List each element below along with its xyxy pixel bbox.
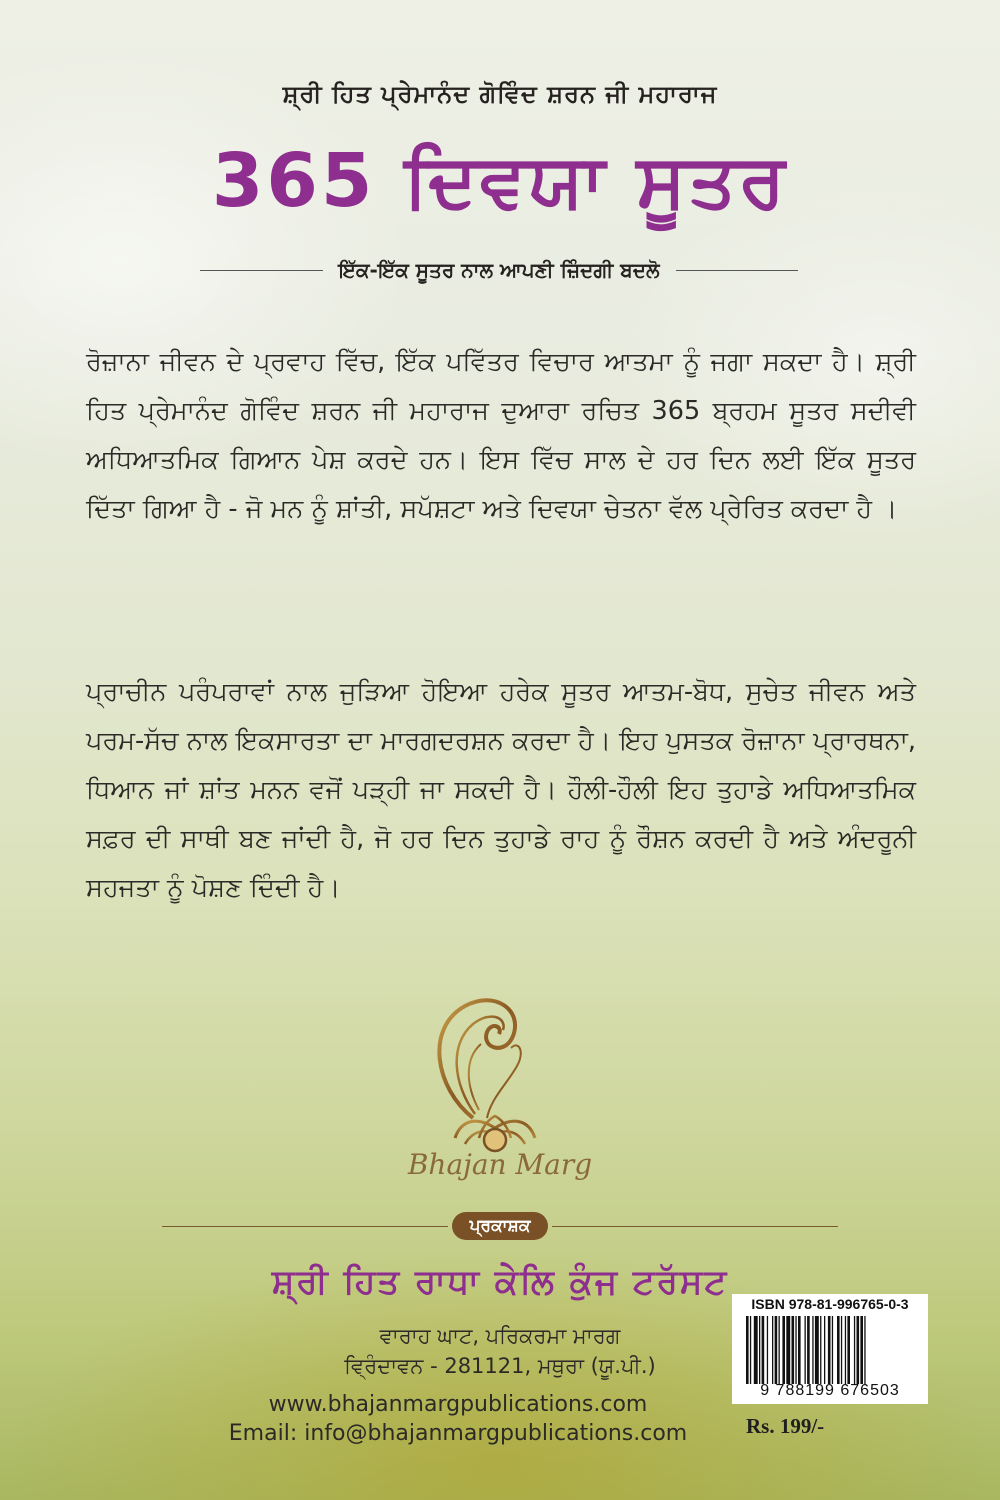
address-line-2: ਵ੍ਰਿੰਦਾਵਨ - 281121, ਮਥੁਰਾ (ਯੂ.ਪੀ.) — [344, 1354, 656, 1378]
address-line-1: ਵਾਰਾਹ ਘਾਟ, ਪਰਿਕਰਮਾ ਮਾਰਗ — [379, 1324, 621, 1348]
description-paragraph-1: ਰੋਜ਼ਾਨਾ ਜੀਵਨ ਦੇ ਪ੍ਰਵਾਹ ਵਿੱਚ, ਇੱਕ ਪਵਿੱਤਰ ਵਿਚਾਰ ਆਤਮਾ ਨੂੰ ਜਗਾ ਸਕਦਾ ਹੈ। ਸ਼੍ਰੀ ਹਿਤ ਪ੍ਰੇਮਾਨੰਦ ਗੋਵਿੰਦ ਸ਼ਰਨ ਜੀ ਮਹਾਰਾਜ ਦੁਆਰਾ ਰਚਿਤ 365 ਬ੍ਰਹਮ ਸੂਤਰ ਸਦੀਵੀ ਅਧਿਆਤਮਿਕ ਗਿਆਨ ਪੇਸ਼ ਕਰਦੇ ਹਨ। ਇਸ ਵਿੱਚ ਸਾਲ ਦੇ ਹਰ ਦਿਨ ਲਈ ਇੱਕ ਸੂਤਰ ਦਿੱਤਾ ਗਿਆ ਹੈ - ਜੋ ਮਨ ਨੂੰ ਸ਼ਾਂਤੀ, ਸਪੱਸ਼ਟਾ ਅਤੇ ਦਿਵਯਾ ਚੇਤਨਾ ਵੱਲ ਪ੍ਰੇਰਿਤ ਕਰਦਾ ਹੈ । — [86, 347, 916, 524]
subtitle-rule-left — [200, 270, 323, 271]
description-paragraph-2: ਪ੍ਰਾਚੀਨ ਪਰੰਪਰਾਵਾਂ ਨਾਲ ਜੁੜਿਆ ਹੋਇਆ ਹਰੇਕ ਸੂਤਰ ਆਤਮ-ਬੋਧ, ਸੁਚੇਤ ਜੀਵਨ ਅਤੇ ਪਰਮ-ਸੱਚ ਨਾਲ ਇਕਸਾਰਤਾ ਦਾ ਮਾਰਗਦਰਸ਼ਨ ਕਰਦਾ ਹੈ। ਇਹ ਪੁਸਤਕ ਰੋਜ਼ਾਨਾ ਪ੍ਰਾਰਥਨਾ, ਧਿਆਨ ਜਾਂ ਸ਼ਾਂਤ ਮਨਨ ਵਜੋਂ ਪੜ੍ਹੀ ਜਾ ਸਕਦੀ ਹੈ। ਹੌਲੀ-ਹੌਲੀ ਇਹ ਤੁਹਾਡੇ ਅਧਿਆਤਮਿਕ ਸਫ਼ਰ ਦੀ ਸਾਥੀ ਬਣ ਜਾਂਦੀ ਹੈ, ਜੋ ਹਰ ਦਿਨ ਤੁਹਾਡੇ ਰਾਹ ਨੂੰ ਰੌਸ਼ਨ ਕਰਦੀ ਹੈ ਅਤੇ ਅੰਦਰੂਨੀ ਸਹਜਤਾ ਨੂੰ ਪੋਸ਼ਣ ਦਿੰਦੀ ਹੈ। — [86, 677, 916, 903]
barcode-icon — [744, 1316, 920, 1384]
brand-name: Bhajan Marg — [407, 1148, 593, 1181]
email-text: Email: info@bhajanmargpublications.com — [228, 1421, 688, 1446]
publisher-rule-left — [162, 1226, 448, 1227]
author-name: ਸ਼੍ਰੀ ਹਿਤ ਪ੍ਰੇਮਾਨੰਦ ਗੋਵਿੰਦ ਸ਼ਰਨ ਜੀ ਮਹਾਰਾਜ — [282, 80, 718, 108]
publisher-label-row — [162, 1212, 838, 1240]
book-subtitle: ਇੱਕ-ਇੱਕ ਸੂਤਰ ਨਾਲ ਆਪਣੀ ਜ਼ਿੰਦਗੀ ਬਦਲੋ — [338, 258, 660, 282]
subtitle-row — [200, 254, 798, 286]
barcode-digits: 9 788199 676503 — [760, 1382, 900, 1399]
publisher-label: ਪ੍ਰਕਾਸ਼ਕ — [452, 1212, 549, 1240]
book-title: 365 ਦਿਵਯਾ ਸੂਤਰ — [211, 138, 789, 224]
isbn-label: ISBN 978-81-996765-0-3 — [751, 1296, 909, 1312]
publisher-name: ਸ਼੍ਰੀ ਹਿਤ ਰਾਧਾ ਕੇਲਿ ਕੁੰਜ ਟਰੱਸਟ — [271, 1262, 729, 1302]
publisher-rule-right — [552, 1226, 838, 1227]
website-link: www.bhajanmargpublications.com — [268, 1392, 648, 1417]
subtitle-rule-right — [676, 270, 799, 271]
price-label: Rs. 199/- — [746, 1414, 825, 1438]
paisley-lotus-logo-icon — [395, 988, 595, 1168]
